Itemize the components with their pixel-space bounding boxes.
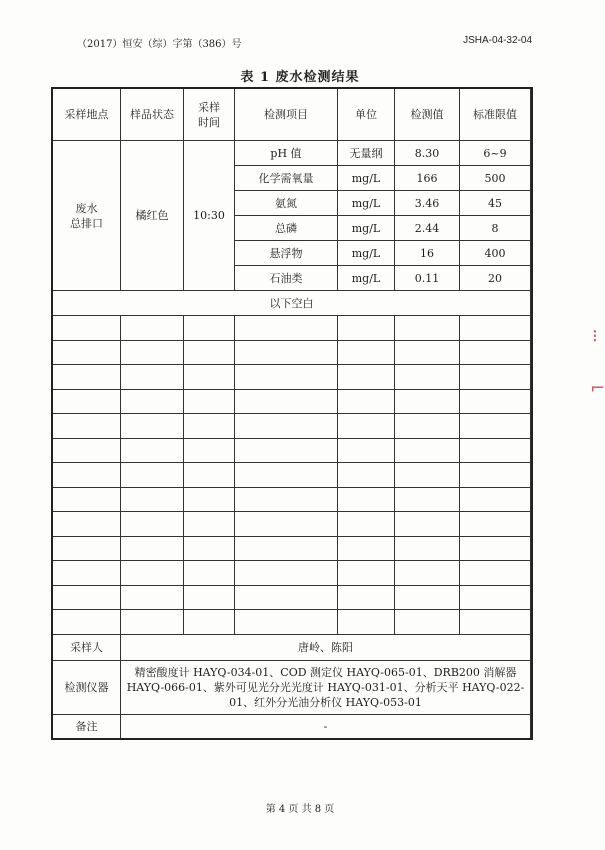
header-value: 检测值 <box>395 89 460 141</box>
limit-cell: 20 <box>460 266 531 291</box>
sampling-location <box>53 141 121 291</box>
item-cell: pH 值 <box>235 141 338 166</box>
item-cell: 悬浮物 <box>235 241 338 266</box>
header-location: 采样地点 <box>53 89 121 141</box>
document-number: （2017）恒安（综）字第（386）号 <box>77 39 242 50</box>
unit-cell: mg/L <box>338 241 395 266</box>
value-cell: 16 <box>395 241 460 266</box>
limit-cell: 8 <box>460 216 531 241</box>
table-header-row <box>53 89 531 141</box>
unit-cell: mg/L <box>338 266 395 291</box>
empty-row <box>53 365 531 390</box>
header-time-line1: 采样 <box>198 100 220 114</box>
sample-state: 橘红色 <box>121 141 184 291</box>
header-state: 样品状态 <box>121 89 184 141</box>
remark-row <box>53 714 531 739</box>
blank-note-row <box>53 291 531 316</box>
page-footer: 第 4 页 共 8 页 <box>265 804 335 815</box>
sampler-label: 采样人 <box>53 634 121 660</box>
header-limit: 标准限值 <box>460 89 531 141</box>
location-line2: 总排口 <box>70 216 103 230</box>
location-line1: 废水 <box>75 201 98 215</box>
item-cell: 氨氮 <box>235 191 338 216</box>
header-item: 检测项目 <box>235 89 338 141</box>
item-cell: 总磷 <box>235 216 338 241</box>
value-cell: 166 <box>395 166 460 191</box>
instrument-label: 检测仪器 <box>53 660 121 714</box>
value-cell: 3.46 <box>395 191 460 216</box>
remark-label: 备注 <box>53 714 121 739</box>
unit-cell: mg/L <box>338 191 395 216</box>
instrument-value: 精密酸度计 HAYQ-034-01、COD 测定仪 HAYQ-065-01、DRB200 消解器 HAYQ-066-01、紫外可见光分光光度计 HAYQ-031-01、分析天平 HAYQ-022-01、红外分光油分析仪 HAYQ-053-01 <box>121 660 531 714</box>
document-code: JSHA-04-32-04 <box>463 35 532 46</box>
empty-row <box>53 389 531 414</box>
empty-row <box>53 512 531 537</box>
limit-cell: 6~9 <box>460 141 531 166</box>
sampler-row <box>53 634 531 660</box>
empty-row <box>53 316 531 341</box>
sampler-value: 唐岭、陈阳 <box>121 634 531 660</box>
remark-value: - <box>121 714 531 739</box>
value-cell: 8.30 <box>395 141 460 166</box>
wastewater-results-table <box>52 88 531 740</box>
header-time <box>184 89 235 141</box>
sampling-time: 10:30 <box>184 141 235 291</box>
blank-note: 以下空白 <box>53 291 531 316</box>
empty-row <box>53 340 531 365</box>
instrument-row <box>53 660 531 714</box>
unit-cell: mg/L <box>338 166 395 191</box>
empty-row <box>53 536 531 561</box>
empty-row <box>53 561 531 586</box>
limit-cell: 500 <box>460 166 531 191</box>
empty-row <box>53 585 531 610</box>
value-cell: 2.44 <box>395 216 460 241</box>
stamp-fragment-top: ⁝ <box>592 326 598 347</box>
header-unit: 单位 <box>338 89 395 141</box>
header-time-line2: 时间 <box>198 115 220 129</box>
table-title: 表 1 废水检测结果 <box>240 70 360 85</box>
unit-cell: mg/L <box>338 216 395 241</box>
empty-row <box>53 463 531 488</box>
empty-row <box>53 487 531 512</box>
limit-cell: 400 <box>460 241 531 266</box>
table-row <box>53 141 531 166</box>
stamp-fragment-bottom: ⌐ <box>590 378 605 399</box>
value-cell: 0.11 <box>395 266 460 291</box>
empty-row <box>53 610 531 635</box>
limit-cell: 45 <box>460 191 531 216</box>
item-cell: 化学需氧量 <box>235 166 338 191</box>
unit-cell: 无量纲 <box>338 141 395 166</box>
empty-row <box>53 414 531 439</box>
empty-row <box>53 438 531 463</box>
item-cell: 石油类 <box>235 266 338 291</box>
